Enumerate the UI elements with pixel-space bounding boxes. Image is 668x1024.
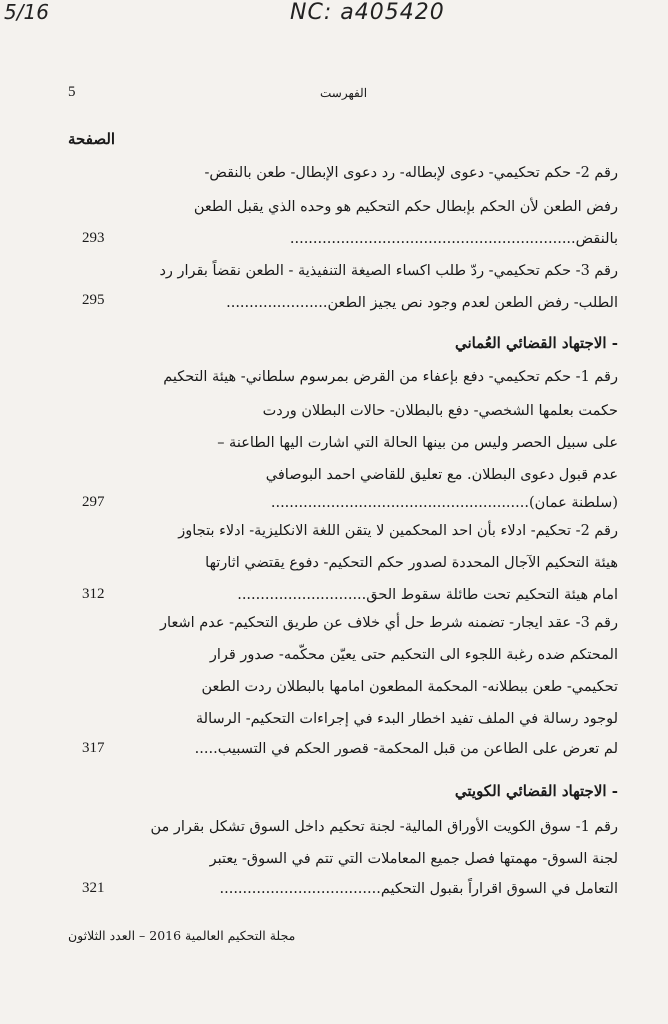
- toc-line: بالنقض..............................................................: [289, 231, 618, 247]
- toc-section-heading: - الاجتهاد القضائي الكويتي: [454, 782, 618, 800]
- toc-line: المحتكم ضده رغبة اللجوء الى التحكيم حتى يعيّن محكّمه- صدور قرار: [209, 647, 618, 663]
- page-header: الفهرست: [320, 86, 368, 100]
- toc-section-heading: - الاجتهاد القضائي العُماني: [454, 334, 618, 352]
- toc-line: رقم 3- عقد ايجار- تضمنه شرط حل أي خلاف عن طريق التحكيم- عدم اشعار: [160, 615, 618, 631]
- toc-line: رقم 2- حكم تحكيمي- دعوى لإبطاله- رد دعوى الإبطال- طعن بالنقض-: [204, 165, 618, 181]
- toc-line: رقم 1- حكم تحكيمي- دفع بإعفاء من القرض بمرسوم سلطاني- هيئة التحكيم: [163, 369, 618, 385]
- toc-line: رفض الطعن لأن الحكم بإبطال حكم التحكيم هو وحده الذي يقبل الطعن: [193, 199, 618, 215]
- toc-line: هيئة التحكيم الآجال المحددة لصدور حكم التحكيم- دفوع يقتضي اثارتها: [205, 555, 618, 571]
- toc-line: (سلطنة عمان)........................................................: [270, 495, 618, 511]
- toc-line: عدم قبول دعوى البطلان. مع تعليق للقاضي احمد البوصافي: [265, 467, 618, 483]
- handwritten-mark: 5/16: [4, 0, 49, 24]
- handwritten-note: NC: a405420: [290, 0, 445, 25]
- page-column-title: الصفحة: [68, 130, 116, 148]
- toc-line: امام هيئة التحكيم تحت طائلة سقوط الحق............................: [237, 587, 618, 603]
- toc-page-number: 321: [82, 880, 105, 896]
- toc-page-number: 293: [82, 230, 105, 246]
- toc-line: رقم 3- حكم تحكيمي- ردّ طلب اكساء الصيغة التنفيذية - الطعن نقضاً بقرار رد: [159, 263, 618, 279]
- toc-page-number: 295: [82, 292, 105, 308]
- toc-page-number: 312: [82, 586, 105, 602]
- toc-line: لجنة السوق- مهمتها فصل جميع المعاملات التي تتم في السوق- يعتبر: [209, 851, 618, 867]
- toc-line: رقم 1- سوق الكويت الأوراق المالية- لجنة تحكيم داخل السوق تشكل بقرار من: [150, 819, 618, 835]
- toc-line: تحكيمي- طعن ببطلانه- المحكمة المطعون امامها بالبطلان ردت الطعن: [201, 679, 618, 695]
- toc-line: على سبيل الحصر وليس من بينها الحالة التي اشارت اليها الطاعنة –: [217, 435, 618, 451]
- toc-line: الطلب- رفض الطعن لعدم وجود نص يجيز الطعن......................: [226, 295, 618, 311]
- footer: مجلة التحكيم العالمية 2016 – العدد الثلاثون: [68, 928, 296, 943]
- toc-line: لم تعرض على الطاعن من قبل المحكمة- قصور الحكم في التسبيب.....: [194, 741, 618, 757]
- toc-line: لوجود رسالة في الملف تفيد اخطار البدء في إجراءات التحكيم- الرسالة: [195, 711, 618, 727]
- toc-page-number: 297: [82, 494, 105, 510]
- toc-line: التعامل في السوق اقراراً بقبول التحكيم...................................: [219, 881, 618, 897]
- toc-line: رقم 2- تحكيم- ادلاء بأن احد المحكمين لا يتقن اللغة الانكليزية- ادلاء بتجاوز: [178, 523, 618, 539]
- page-number: 5: [68, 84, 76, 100]
- toc-page-number: 317: [82, 740, 105, 756]
- toc-line: حكمت بعلمها الشخصي- دفع بالبطلان- حالات البطلان وردت: [262, 403, 618, 419]
